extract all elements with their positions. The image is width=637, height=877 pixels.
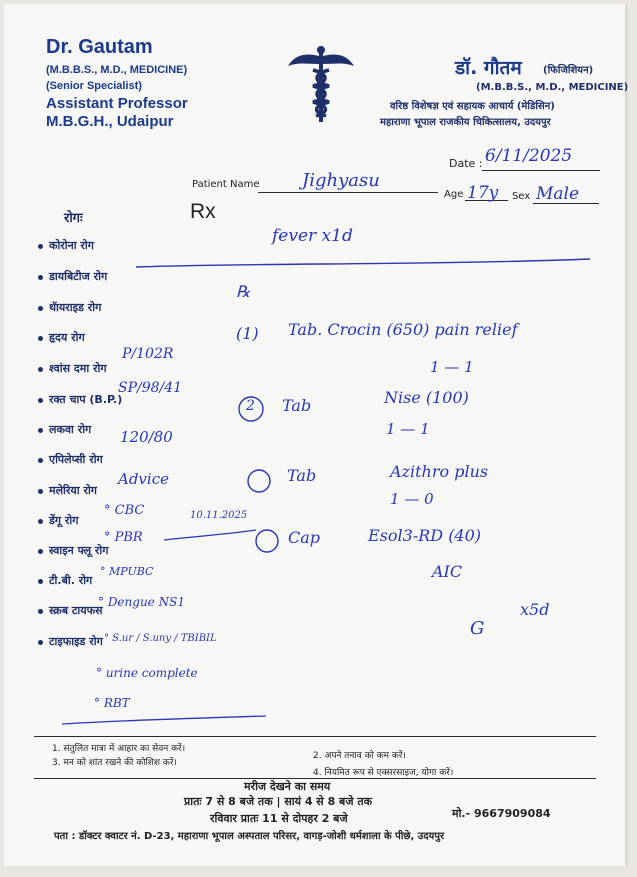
signature-mark: G <box>470 618 485 639</box>
disease-item: डेंगू रोग <box>38 513 78 528</box>
med2-number: 2 <box>246 398 255 414</box>
med2-name: Nise (100) <box>384 388 469 407</box>
doctor-degree-en: (M.B.B.S., M.D., MEDICINE) <box>46 64 188 76</box>
disease-item: हृदय रोग <box>38 330 85 345</box>
doctor-specialist-en: (Senior Specialist) <box>46 80 142 92</box>
doctor-name-hi: डॉ. गौतम <box>455 57 522 79</box>
disease-item: लकवा रोग <box>38 422 91 437</box>
rog-label: रोगः <box>64 211 83 226</box>
test-item: ° CBC <box>104 503 145 518</box>
complaint-text: fever x1d <box>272 226 353 246</box>
med3-dose: 1 — 0 <box>390 490 434 508</box>
note-1: 1. संतुलित मात्रा में आहार का सेवन करें। <box>52 744 186 754</box>
test-item: ° RBT <box>94 696 130 710</box>
med4-circle <box>252 526 282 556</box>
timing-line2: रविवार प्रातः 11 से दोपहर 2 बजे <box>210 812 348 825</box>
note-3: 3. मन को शांत रखने की कोशिश करें। <box>52 758 177 768</box>
duration-text: x5d <box>520 600 550 619</box>
test-item: ° urine complete <box>96 666 198 680</box>
advice-title: Advice <box>118 470 169 488</box>
date-label: Date : <box>449 157 483 170</box>
doctor-title-hi: (फिजिशियन) <box>543 65 594 76</box>
rx-label: Rx <box>190 200 216 223</box>
date-value: 6/11/2025 <box>485 146 573 166</box>
timing-line1: प्रातः 7 से 8 बजे तक | सायं 4 से 8 बजे तक <box>184 795 373 808</box>
doctor-name-en: Dr. Gautam <box>46 36 153 58</box>
med1-name: Tab. Crocin (650) pain relief <box>288 320 518 339</box>
doctor-line2-hi: महाराणा भूपाल राजकीय चिकित्सालय, उदयपुर <box>380 117 551 128</box>
handwritten-rule <box>60 712 270 728</box>
med2-dose: 1 — 1 <box>386 420 430 438</box>
sex-value: Male <box>536 184 580 204</box>
med4-form: Cap <box>288 528 321 547</box>
disease-item: रक्त चाप (B.P.) <box>38 392 122 407</box>
disease-item: एपिलेप्सी रोग <box>38 452 103 467</box>
disease-item: कोरोना रोग <box>38 238 94 253</box>
med3-name: Azithro plus <box>390 462 489 481</box>
doctor-hospital-en: M.B.G.H., Udaipur <box>46 113 174 130</box>
disease-item: थॅायराइड रोग <box>38 300 101 315</box>
disease-item: श्वांस दमा रोग <box>38 361 107 376</box>
age-value: 17y <box>467 183 499 203</box>
doctor-degree-hi: (M.B.B.S., M.D., MEDICINE) <box>476 82 629 93</box>
test-item: ° S.ur / S.uny / TBIBIL <box>104 633 217 644</box>
disease-item: डायबिटीज रोग <box>38 269 107 284</box>
patient-name-label: Patient Name <box>192 179 260 190</box>
sex-label: Sex <box>512 191 531 202</box>
rx-symbol: ℞ <box>236 282 251 301</box>
med3-form: Tab <box>287 466 317 485</box>
handwritten-rule <box>134 255 594 275</box>
med3-circle <box>244 466 274 496</box>
disease-item: टाइफाइड रोग <box>38 634 103 649</box>
disease-item: स्वाइन फ्लू रोग <box>38 543 108 558</box>
test-item: ° Dengue NS1 <box>98 595 185 609</box>
address: पता : डॉक्टर क्वाटर नं. D-23, महाराणा भूपाल अस्पताल परिसर, वागड़-जोशी धर्मशाला के पीछे, उदयपुर <box>54 831 445 842</box>
bp2-value: 120/80 <box>120 428 173 446</box>
med4-name: Esol3-RD (40) <box>368 526 482 545</box>
disease-item: स्क्रब टायफस <box>38 603 103 618</box>
med1-number: (1) <box>236 324 259 343</box>
doctor-designation-en: Assistant Professor <box>46 95 188 112</box>
med1-dose: 1 — 1 <box>430 358 474 376</box>
bp-value: SP/98/41 <box>118 380 183 396</box>
med2-form: Tab <box>282 396 312 415</box>
test-date: 10.11.2025 <box>190 510 248 521</box>
pulse-value: P/102R <box>122 346 174 362</box>
doctor-line1-hi: वरिष्ठ विशेषज्ञ एवं सहायक आचार्य (मेडिसिन) <box>390 101 555 112</box>
test-item: ° PBR <box>104 530 143 545</box>
med4-note: AIC <box>432 562 463 581</box>
note-2: 2. अपने तनाव को कम करें। <box>313 751 406 761</box>
caduceus-icon <box>286 44 356 124</box>
timing-title: मरीज देखने का समय <box>244 780 331 793</box>
test-item: ° MPUBC <box>100 565 154 578</box>
disease-item: मलेरिया रोग <box>38 483 97 498</box>
note-4: 4. नियमित रूप से एक्सरसाइज, योगा करें। <box>313 768 454 778</box>
disease-item: टी.बी. रोग <box>38 573 92 588</box>
patient-name-value: Jighyasu <box>302 170 380 191</box>
handwritten-stroke <box>160 528 260 546</box>
age-label: Age <box>444 189 464 200</box>
mobile-number: मो.- 9667909084 <box>452 807 551 820</box>
